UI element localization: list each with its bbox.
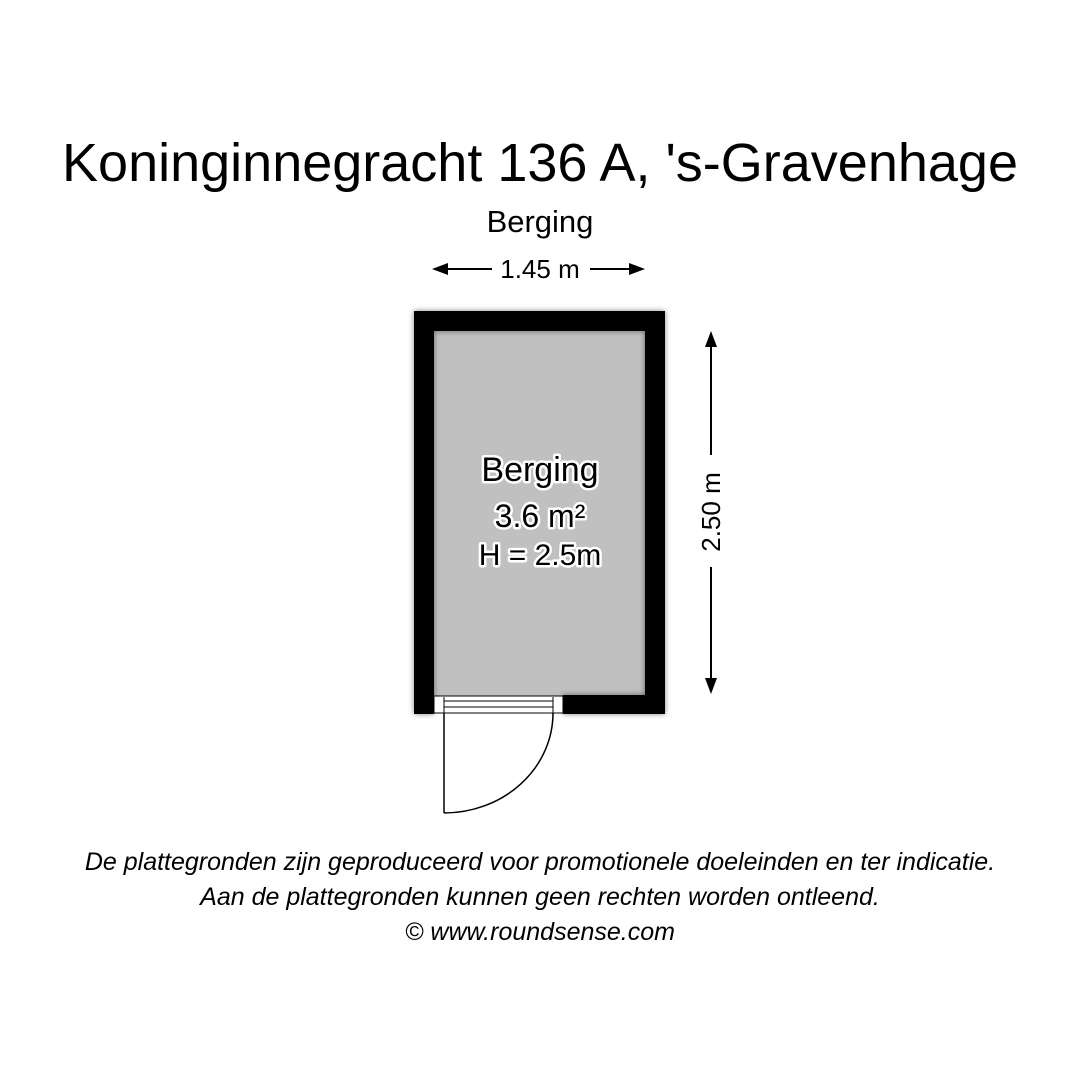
width-dimension-label: 1.45 m xyxy=(500,254,580,284)
door xyxy=(434,696,563,813)
room-area: 3.6 m² xyxy=(494,498,586,534)
floor-label: Berging xyxy=(486,204,594,239)
disclaimer-line-1: De plattegronden zijn geproduceerd voor promotionele doeleinden en ter indicatie. xyxy=(84,848,996,876)
disclaimer xyxy=(0,845,1080,950)
page-title: Koninginnegracht 136 A, 's-Gravenhage xyxy=(62,133,1018,193)
depth-dimension xyxy=(696,331,726,694)
disclaimer-line-2: Aan de plattegronden kunnen geen rechten worden ontleend. xyxy=(200,883,880,911)
room-name: Berging xyxy=(481,451,599,489)
room-height: H = 2.5m xyxy=(478,539,602,572)
copyright-line: © www.roundsense.com xyxy=(405,918,675,946)
width-dimension xyxy=(432,254,645,284)
depth-dimension-label: 2.50 m xyxy=(696,472,726,552)
